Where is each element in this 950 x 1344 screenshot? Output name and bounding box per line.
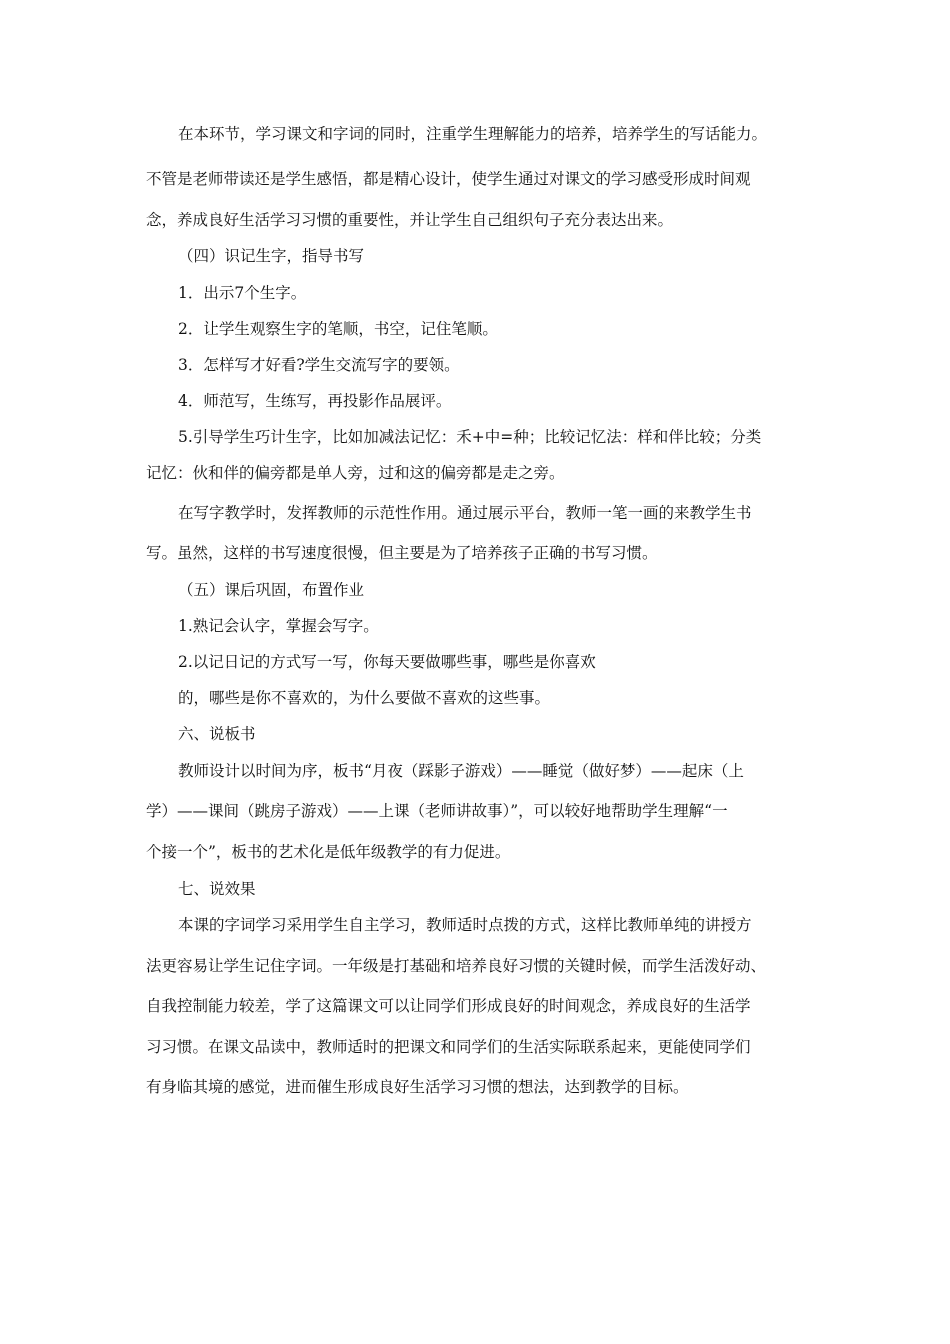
paragraph-line: 教师设计以时间为序，板书“月夜（踩影子游戏）——睡觉（做好梦）——起床（上 [178, 762, 744, 780]
paragraph-line: 在写字教学时，发挥教师的示范性作用。通过展示平台，教师一笔一画的来教学生书 [178, 504, 752, 522]
section-heading: （四）识记生字，指导书写 [178, 247, 365, 265]
list-item: 2.以记日记的方式写一写，你每天要做哪些事，哪些是你喜欢 [178, 653, 596, 671]
paragraph-line: 写。虽然，这样的书写速度很慢，但主要是为了培养孩子正确的书写习惯。 [146, 544, 658, 562]
paragraph-line: 学）——课间（跳房子游戏）——上课（老师讲故事）”，可以较好地帮助学生理解“一 [146, 802, 728, 820]
paragraph-line: 记忆：伙和伴的偏旁都是单人旁，过和这的偏旁都是走之旁。 [146, 464, 565, 482]
paragraph-line: 在本环节，学习课文和字词的同时，注重学生理解能力的培养，培养学生的写话能力。 [178, 125, 768, 143]
list-item: 1.熟记会认字，掌握会写字。 [178, 617, 379, 635]
paragraph-line: 个接一个”，板书的艺术化是低年级教学的有力促进。 [146, 843, 511, 861]
paragraph-line: 自我控制能力较差，学了这篇课文可以让同学们形成良好的时间观念，养成良好的生活学 [146, 997, 751, 1015]
section-heading: 七、说效果 [178, 880, 256, 898]
paragraph-line: 本课的字词学习采用学生自主学习，教师适时点拨的方式，这样比教师单纯的讲授方 [178, 916, 752, 934]
list-item: 3．怎样写才好看?学生交流写字的要领。 [178, 356, 460, 374]
paragraph-line: 的，哪些是你不喜欢的，为什么要做不喜欢的这些事。 [178, 689, 551, 707]
list-item: 2．让学生观察生字的笔顺，书空，记住笔顺。 [178, 320, 498, 338]
paragraph-line: 习习惯。在课文品读中，教师适时的把课文和同学们的生活实际联系起来，更能使同学们 [146, 1038, 751, 1056]
list-item: 5.引导学生巧计生字，比如加减法记忆：禾+中=种；比较记忆法：样和伴比较；分类 [178, 428, 762, 446]
list-item: 1．出示7个生字。 [178, 284, 307, 302]
list-item: 4．师范写，生练写，再投影作品展评。 [178, 392, 452, 410]
paragraph-line: 有身临其境的感觉，进而催生形成良好生活学习习惯的想法，达到教学的目标。 [146, 1078, 689, 1096]
paragraph-line: 法更容易让学生记住字词。一年级是打基础和培养良好习惯的关键时候，而学生活泼好动、 [146, 957, 767, 975]
paragraph-line: 不管是老师带读还是学生感悟，都是精心设计，使学生通过对课文的学习感受形成时间观 [146, 170, 751, 188]
paragraph-line: 念，养成良好生活学习习惯的重要性，并让学生自己组织句子充分表达出来。 [146, 211, 674, 229]
section-heading: 六、说板书 [178, 725, 256, 743]
section-heading: （五）课后巩固，布置作业 [178, 581, 365, 599]
